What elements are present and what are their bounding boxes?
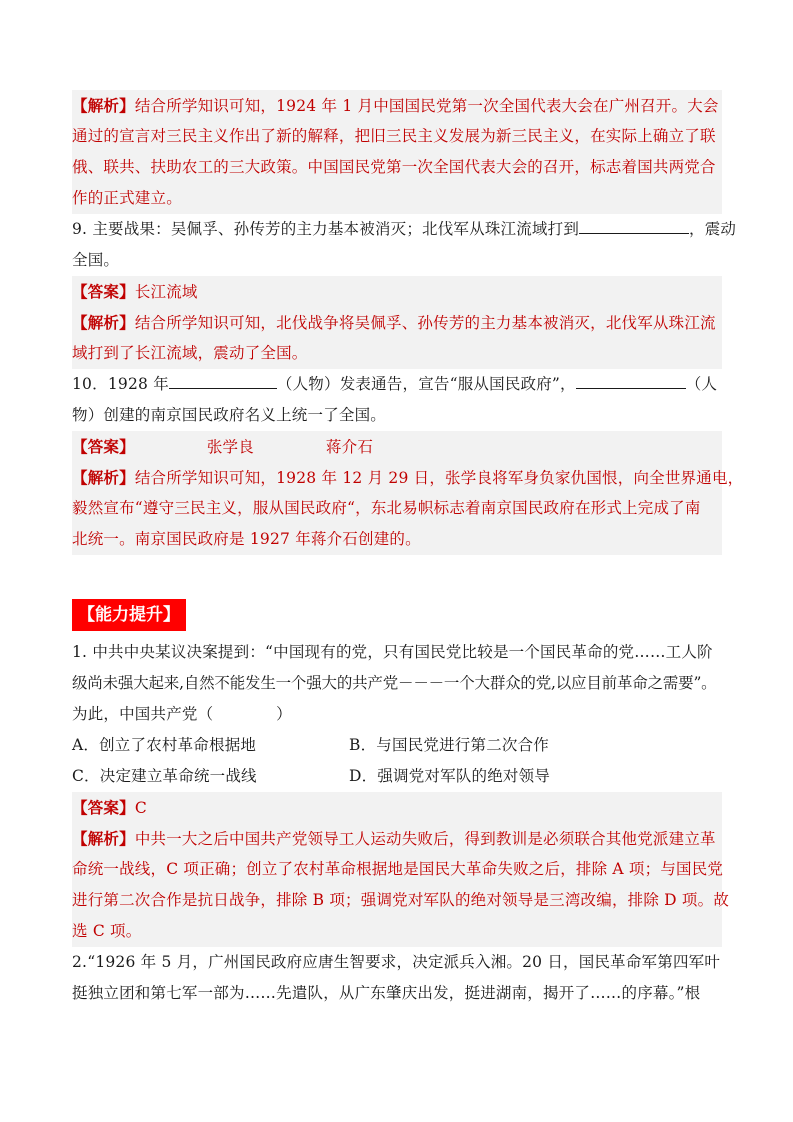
option-a[interactable]: A．创立了农村革命根据地 bbox=[72, 736, 257, 754]
q8-analysis-line: 作的正式建立。 bbox=[72, 189, 182, 207]
q9-question bbox=[72, 214, 737, 276]
q8-analysis-line: 【解析】结合所学知识可知，1924 年 1 月中国国民党第一次全国代表大会在广州召开。大会 bbox=[72, 96, 719, 115]
p1-answer-block bbox=[72, 792, 730, 947]
q9-answer-block bbox=[72, 276, 722, 369]
option-b[interactable]: B．与国民党进行第二次合作 bbox=[349, 736, 549, 754]
q10-answer-block bbox=[72, 431, 744, 555]
answer-text: 长江流域 bbox=[134, 283, 198, 301]
analysis-tag: 【解析】 bbox=[72, 468, 135, 487]
p2-stem-line: 挺独立团和第七军一部为……先遣队，从广东肇庆出发，挺进湖南，揭开了……的序幕。”根 bbox=[72, 984, 701, 1002]
q10-analysis-line: 毅然宣布“遵守三民主义，服从国民政府“，东北易帜标志着南京国民政府在形式上完成了南 bbox=[72, 499, 701, 517]
q10-stem-line: 10．1928 年 （人物）发表通告，宣告“服从国民政府”， （人 bbox=[72, 369, 722, 400]
answer-text: 蒋介石 bbox=[325, 438, 374, 456]
fill-blank[interactable] bbox=[576, 370, 686, 389]
answer-tag: 【答案】 bbox=[72, 282, 135, 301]
option-c[interactable]: C．决定建立革命统一战线 bbox=[72, 767, 257, 785]
p1-analysis-line: 命统一战线，C 项正确；创立了农村革命根据地是国民大革命失败之后，排除 A 项；与国民党 bbox=[72, 860, 724, 878]
p1-answer-line bbox=[72, 792, 722, 823]
q9-analysis-line: 域打到了长江流域，震动了全国。 bbox=[72, 344, 308, 362]
q10-answer-line bbox=[72, 431, 722, 462]
p2-stem-line: 2.“1926 年 5 月，广州国民政府应唐生智要求，决定派兵入湘。20 日，国民革命军第四军叶 bbox=[72, 953, 721, 971]
q9-stem-line: 9. 主要战果：吴佩孚、孙传芳的主力基本被消灭；北伐军从珠江流域打到 ，震动 bbox=[72, 214, 722, 245]
section-heading: 【能力提升】 bbox=[72, 599, 186, 631]
q8-analysis-line: 通过的宣言对三民主义作出了新的解释，把旧三民主义发展为新三民主义，在实际上确立了联 bbox=[72, 127, 716, 145]
p1-stem-line: 1. 中共中央某议决案提到：“中国现有的党，只有国民党比较是一个国民革命的党……工人阶 bbox=[72, 643, 713, 661]
option-d[interactable]: D．强调党对军队的绝对领导 bbox=[349, 767, 551, 785]
document-page bbox=[72, 90, 744, 1009]
p1-stem-line: 级尚未强大起来,自然不能发生一个强大的共产党－－－一个大群众的党,以应目前革命之需要”。 bbox=[72, 674, 717, 692]
answer-tag: 【答案】 bbox=[72, 798, 135, 817]
analysis-tag: 【解析】 bbox=[72, 96, 135, 115]
q8-analysis-block bbox=[72, 90, 722, 214]
p1-question bbox=[72, 637, 722, 792]
fill-blank[interactable] bbox=[579, 215, 689, 234]
answer-text: C bbox=[134, 799, 147, 817]
p1-analysis-line: 【解析】中共一大之后中国共产党领导工人运动失败后，得到教训是必须联合其他党派建立革 bbox=[72, 829, 716, 848]
q9-answer-line bbox=[72, 276, 722, 307]
p2-question bbox=[72, 947, 722, 1009]
q8-analysis-line: 俄、联共、扶助农工的三大政策。中国国民党第一次全国代表大会的召开，标志着国共两党合 bbox=[72, 158, 716, 176]
fill-blank[interactable] bbox=[169, 370, 277, 389]
p1-stem-line: 为此，中国共产党（ ） bbox=[72, 705, 292, 723]
q9-stem-line: 全国。 bbox=[72, 251, 120, 269]
q10-stem-line: 物）创建的南京国民政府名义上统一了全国。 bbox=[72, 406, 387, 424]
analysis-tag: 【解析】 bbox=[72, 313, 135, 332]
p1-analysis-line: 进行第二次合作是抗日战争，排除 B 项；强调党对军队的绝对领导是三湾改编，排除 D 项。故 bbox=[72, 891, 730, 909]
q10-question bbox=[72, 369, 722, 431]
q9-analysis-line: 【解析】结合所学知识可知，北伐战争将吴佩孚、孙传芳的主力基本被消灭，北伐军从珠江流 bbox=[72, 313, 716, 332]
q10-analysis-line: 【解析】结合所学知识可知，1928 年 12 月 29 日，张学良将军身负家仇国恨，向全世界通电， bbox=[72, 468, 744, 487]
p1-analysis-line: 选 C 项。 bbox=[72, 922, 142, 940]
answer-text: 张学良 bbox=[206, 438, 254, 456]
answer-tag: 【答案】 bbox=[72, 437, 135, 456]
analysis-tag: 【解析】 bbox=[72, 829, 135, 848]
p1-options-row bbox=[72, 761, 722, 792]
q10-analysis-line: 北统一。南京国民政府是 1927 年蒋介石创建的。 bbox=[72, 530, 421, 548]
p1-options-row bbox=[72, 730, 722, 761]
